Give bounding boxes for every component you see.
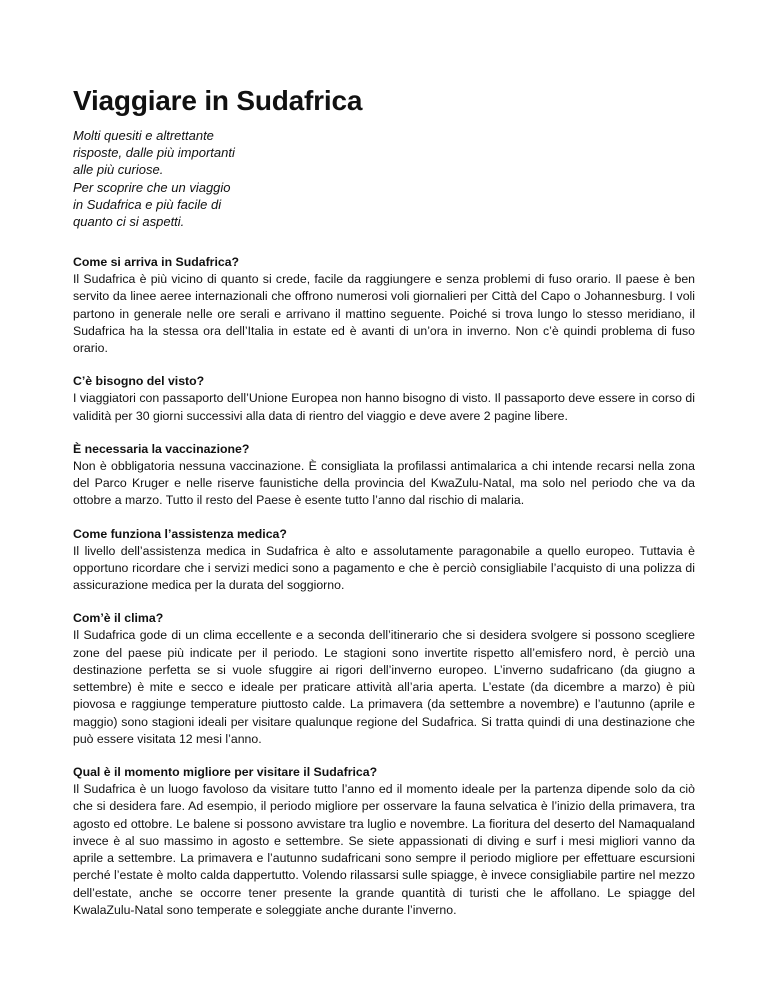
page-title: Viaggiare in Sudafrica — [73, 85, 363, 116]
intro-paragraph — [73, 127, 263, 230]
faq-question: È necessaria la vaccinazione? — [73, 441, 250, 456]
faq-question: Come funziona l’assistenza medica? — [73, 526, 287, 541]
faq-question: Come si arriva in Sudafrica? — [73, 255, 240, 270]
faq-section-medical — [73, 526, 695, 595]
faq-question: C’è bisogno del visto? — [73, 374, 205, 389]
faq-section-best-time — [73, 764, 695, 919]
document-page — [73, 84, 695, 935]
faq-answer: Non è obbligatoria nessuna vaccinazione. È consigliata la profilassi antimalarica a chi intende recarsi nella zona del Parco Kruger e nelle riserve faunistiche della provincia del KwaZulu-Natal, ma solo nel periodo che va da ottobre a marzo. Tutto il resto del Paese è esente tutto l’anno dal rischio di malaria. — [73, 458, 695, 508]
faq-answer: Il Sudafrica è più vicino di quanto si crede, facile da raggiungere e senza problemi di fuso orario. Il paese è ben servito da linee aeree internazionali che offrono numerosi voli giornalieri per Città del Capo o Johannesburg. I voli partono in generale nelle ore serali e arrivano il mattino seguente. Poiché si trova lungo lo stesso meridiano, il Sudafrica ha la stessa ora dell’Italia in estate ed è avanti di un’ora in inverno. Non c’è quindi problema di fuso orario. — [73, 272, 695, 356]
faq-answer: Il Sudafrica gode di un clima eccellente e a seconda dell’itinerario che si desidera svolgere si possono scegliere zone del paese più indicate per il periodo. Le stagioni sono invertite rispetto all’emisfero nord, è perciò una destinazione perfetta se si vuole sfuggire ai rigori dell’inverno europeo. L’inverno sudafricano (da giugno a settembre) è mite e secco e ideale per praticare attività all’aria aperta. L’estate (da dicembre a marzo) è più piovosa e raggiunge temperature piuttosto calde. La primavera (da settembre a novembre) e l’autunno (aprile e maggio) sono stagioni ideali per visitare qualunque regione del Sudafrica. Si tratta quindi di una destinazione che può essere visitata 12 mesi l’anno. — [73, 628, 695, 746]
faq-section-vaccination — [73, 441, 695, 510]
intro-line: Per scoprire che un viaggio — [73, 179, 231, 195]
faq-answer: Il livello dell’assistenza medica in Sudafrica è alto e assolutamente paragonabile a quello europeo. Tuttavia è opportuno ricordare che i servizi medici sono a pagamento e che è perciò consigliabile l’acquisto di una polizza di assicurazione medica per la durata del soggiorno. — [73, 543, 695, 593]
intro-line: quanto ci si aspetti. — [73, 214, 185, 230]
faq-section-arrival — [73, 254, 695, 357]
intro-line: Molti quesiti e altrettante — [73, 128, 214, 143]
faq-answer: Il Sudafrica è un luogo favoloso da visitare tutto l’anno ed il momento ideale per la partenza dipende solo da ciò che si desidera fare. Ad esempio, il periodo migliore per osservare la fauna selvatica è l’inizio della primavera, tra agosto ed ottobre. Le balene si possono avvistare tra luglio e novembre. La fioritura del deserto del Namaqualand invece è al suo massimo in agosto e settembre. Se siete appassionati di diving e surf i mesi migliori vanno da aprile a settembre. La primavera e l’autunno sudafricani sono sempre il periodo migliore per effettuare escursioni perché l’estate è molto calda dappertutto. Volendo rilassarsi sulle spiagge, è invece consigliabile partire nel mezzo dell’estate, anche se occorre tener presente la grande quantità di turisti che le affollano. Le spiagge del KwalaZulu-Natal sono temperate e soleggiate anche durante l’inverno. — [73, 782, 695, 917]
intro-line: alle più curiose. — [73, 162, 164, 178]
faq-question: Qual è il momento migliore per visitare il Sudafrica? — [73, 765, 378, 780]
faq-section-visa — [73, 373, 695, 425]
faq-section-climate — [73, 610, 695, 748]
intro-line: risposte, dalle più importanti — [73, 145, 235, 161]
faq-question: Com’è il clima? — [73, 611, 164, 626]
faq-answer: I viaggiatori con passaporto dell’Unione Europea non hanno bisogno di visto. Il passaporto deve essere in corso di validità per 30 giorni successivi alla data di rientro del viaggio e deve avere 2 pagine libere. — [73, 391, 695, 423]
intro-line: in Sudafrica e più facile di — [73, 196, 222, 212]
